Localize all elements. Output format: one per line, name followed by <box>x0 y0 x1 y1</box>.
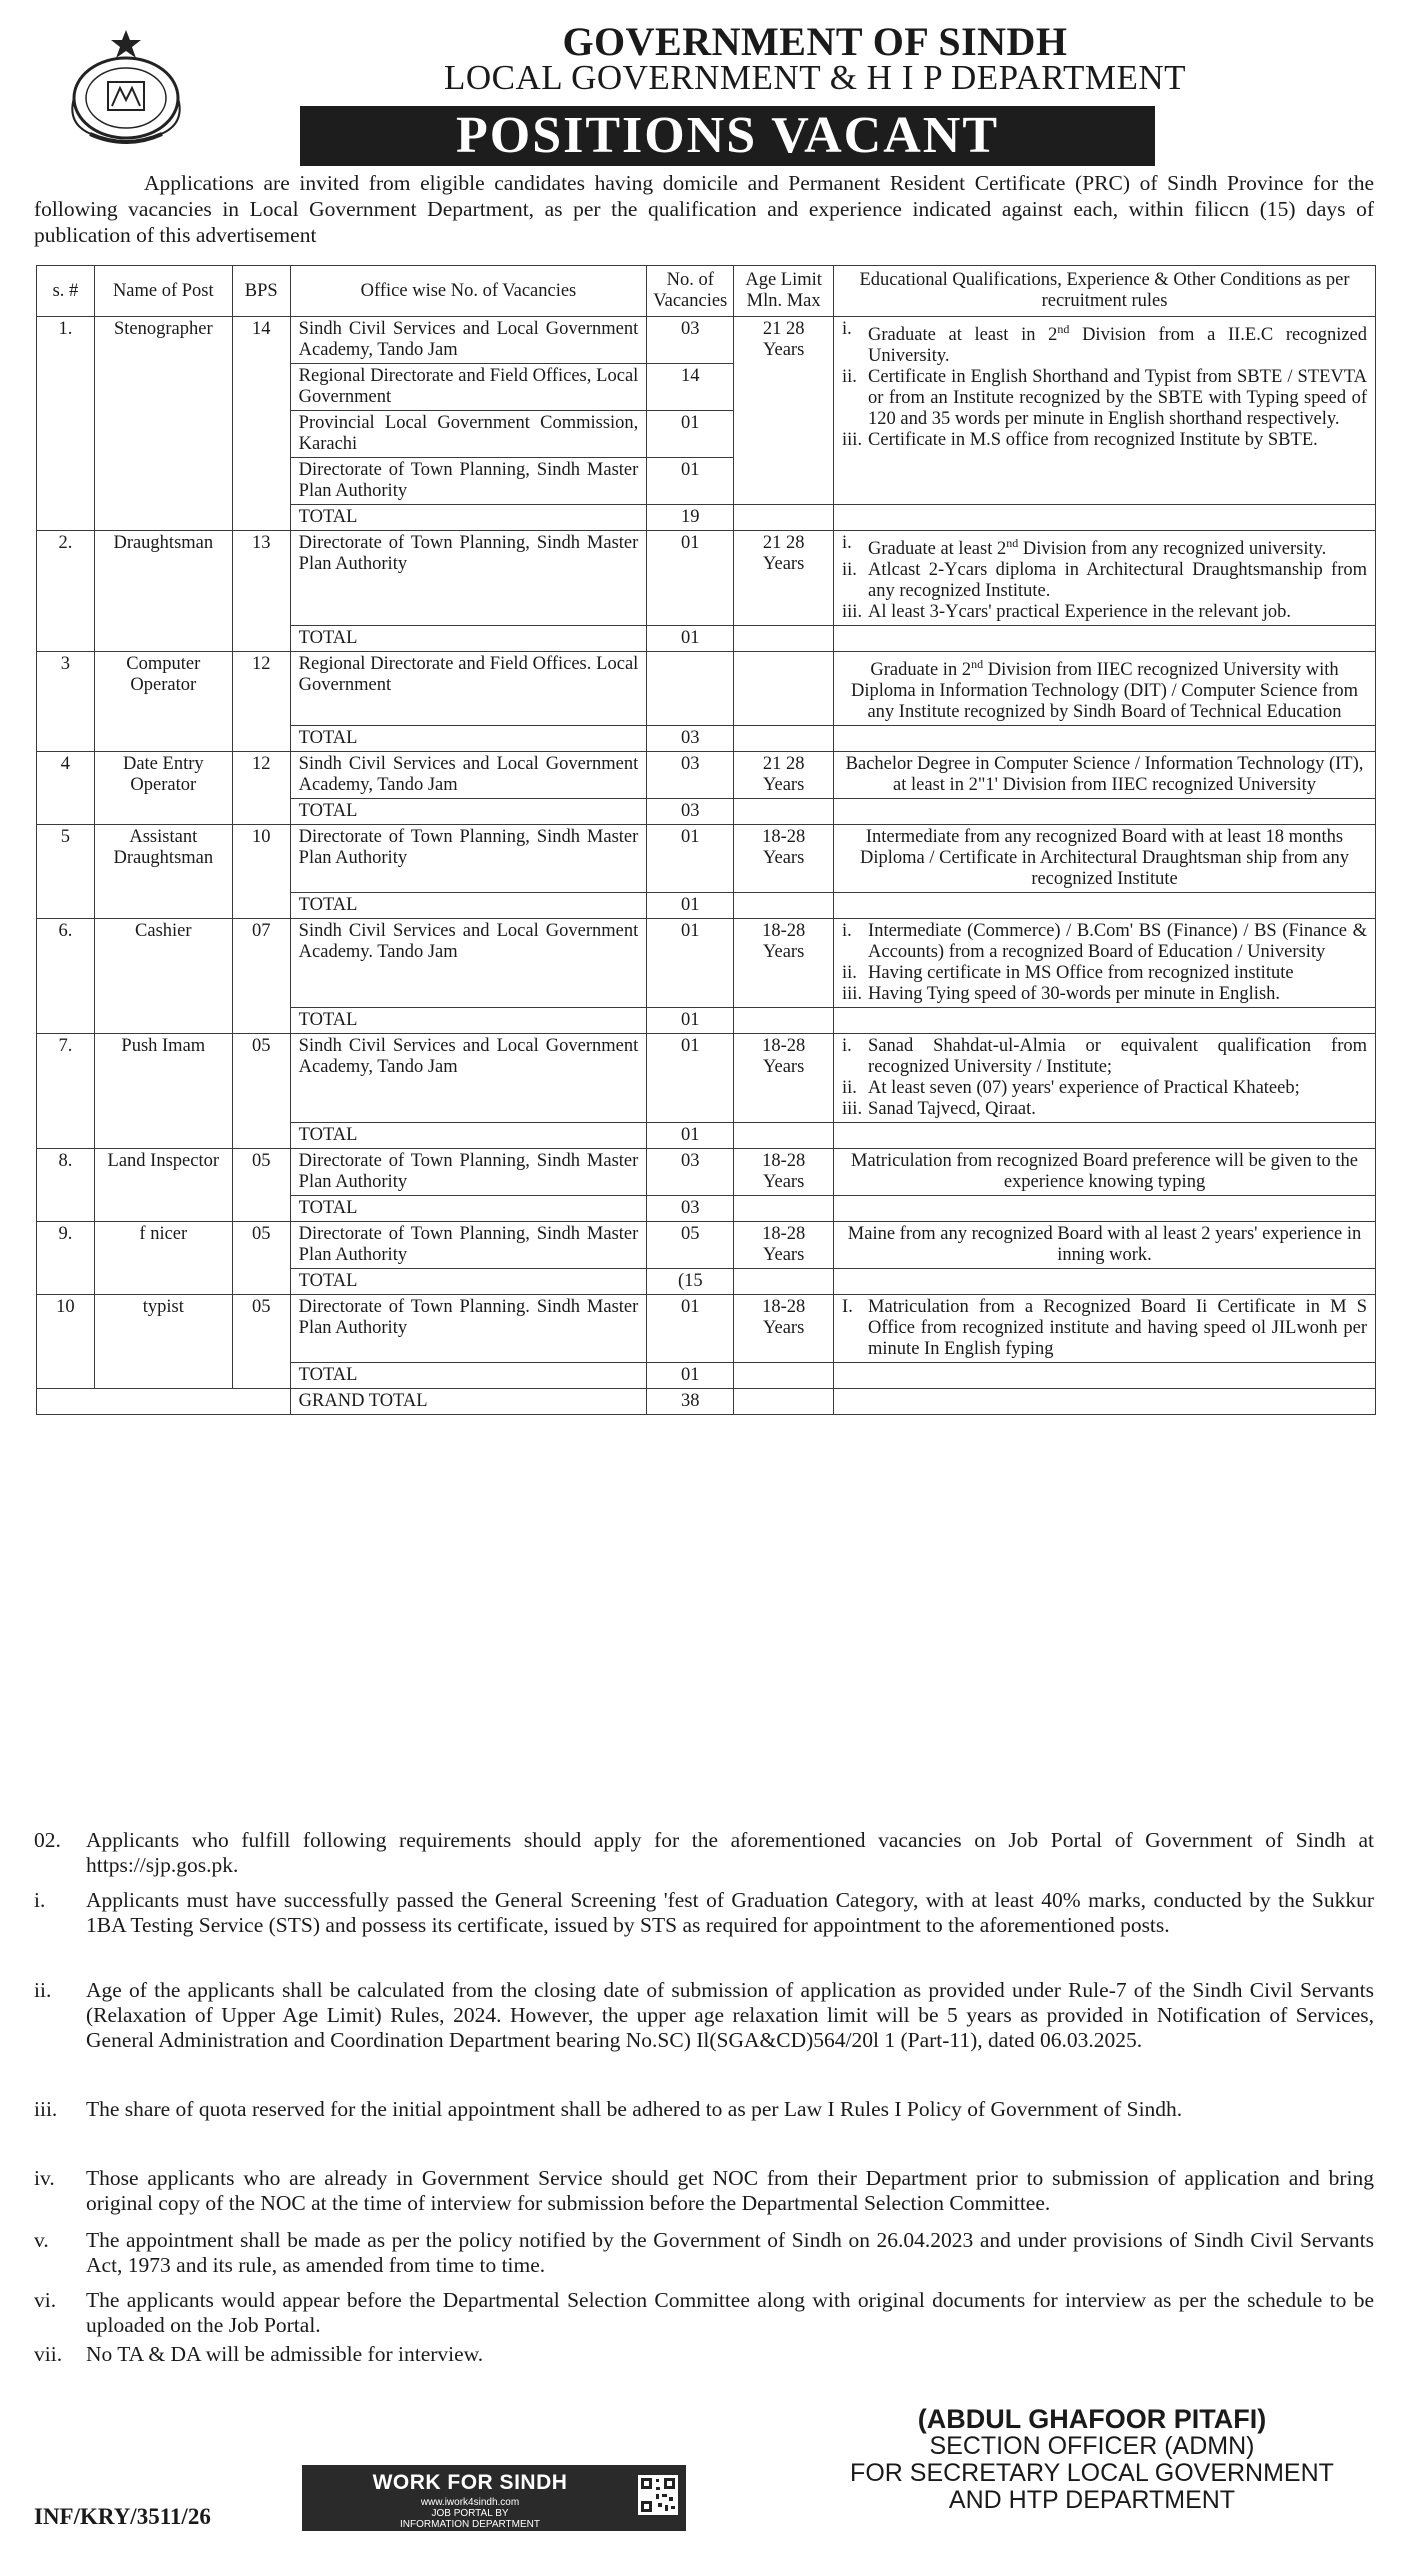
table-row <box>37 317 1376 364</box>
total-age-blank <box>734 1008 834 1034</box>
qualifications <box>834 1034 1376 1123</box>
table-row <box>37 1034 1376 1123</box>
grand-total-value: 38 <box>647 1389 734 1415</box>
condition-marker: ii. <box>34 1978 52 2002</box>
qualification-list <box>842 921 1367 1005</box>
table-row <box>37 919 1376 1008</box>
grand-total-age-blank <box>734 1389 834 1415</box>
total-qual-blank <box>834 1123 1376 1149</box>
qualification-text: Matriculation from a Recognized Board Ii Certificate in M S Office from recognized institute and having speed ol JILwonh per minute In English fyping <box>868 1297 1367 1360</box>
qualifications: Matriculation from recognized Board preference will be given to the experience knowing typing <box>834 1149 1376 1196</box>
office-vacancy-count: 05 <box>647 1222 734 1269</box>
total-value: 01 <box>647 1363 734 1389</box>
qualification-list <box>842 533 1367 623</box>
qualification-item <box>842 430 1367 451</box>
total-qual-blank <box>834 1269 1376 1295</box>
office-vacancy-count: 01 <box>647 531 734 626</box>
portal-url: www.iwork4sindh.com <box>420 2497 520 2508</box>
office-vacancy-count: 03 <box>647 752 734 799</box>
condition-item <box>34 1828 1374 1878</box>
office-vacancy-count: 01 <box>647 1034 734 1123</box>
total-value: 01 <box>647 1008 734 1034</box>
total-value: 19 <box>647 505 734 531</box>
qualification-marker: ii. <box>842 963 857 984</box>
office-name: Regional Directorate and Field Offices. Local Government <box>290 652 647 726</box>
table-row <box>37 1295 1376 1363</box>
total-qual-blank <box>834 626 1376 652</box>
office-name: Directorate of Town Planning, Sindh Master Plan Authority <box>290 458 647 505</box>
table-row <box>37 825 1376 893</box>
total-qual-blank <box>834 505 1376 531</box>
post-serial: 3 <box>37 652 95 752</box>
post-serial: 1. <box>37 317 95 531</box>
intro-paragraph: Applications are invited from eligible candidates having domicile and Permanent Resident Certificate (PRC) of Sindh Province for the following vacancies in Local Government Department, as per the qualification and experience indicated against each, within filiccn (15) days of publication of this advertisement <box>34 171 1374 247</box>
qualifications: Maine from any recognized Board with al least 2 years' experience in inning work. <box>834 1222 1376 1269</box>
col-header-sn: s. # <box>37 266 95 317</box>
age-limit: 18-28 Years <box>734 1034 834 1123</box>
total-qual-blank <box>834 1008 1376 1034</box>
post-name: Assistant Draughtsman <box>94 825 232 919</box>
qr-code-icon <box>638 2475 678 2515</box>
total-label: TOTAL <box>290 626 647 652</box>
qualifications: Graduate in 2nd Division from IIEC recognized University with Diploma in Information Technology (DIT) / Computer Science from any Institute recognized by Sindh Board of Technical Education <box>834 652 1376 726</box>
total-label: TOTAL <box>290 505 647 531</box>
col-header-post: Name of Post <box>94 266 232 317</box>
col-header-vacancies: No. of Vacancies <box>647 266 734 317</box>
post-bps: 14 <box>232 317 290 531</box>
total-label: TOTAL <box>290 1196 647 1222</box>
office-name: Provincial Local Government Commission, Karachi <box>290 411 647 458</box>
signatory-title: SECTION OFFICER (ADMN) <box>929 2432 1255 2460</box>
condition-text: No TA & DA will be admissible for interview. <box>86 2342 484 2366</box>
sindh-government-emblem <box>60 26 192 146</box>
post-serial: 7. <box>37 1034 95 1149</box>
total-qual-blank <box>834 799 1376 825</box>
office-name: Directorate of Town Planning. Sindh Master Plan Authority <box>290 1295 647 1363</box>
total-value: 03 <box>647 726 734 752</box>
qualification-list <box>842 1297 1367 1360</box>
qualification-text: Sanad Tajvecd, Qiraat. <box>868 1099 1036 1120</box>
post-name: Draughtsman <box>94 531 232 652</box>
signatory-name: (ABDUL GHAFOOR PITAFI) <box>917 2404 1267 2434</box>
condition-marker: i. <box>34 1888 46 1912</box>
age-limit: 18-28 Years <box>734 919 834 1008</box>
post-bps: 13 <box>232 531 290 652</box>
signatory-department: AND HTP DEPARTMENT <box>948 2486 1236 2514</box>
total-age-blank <box>734 626 834 652</box>
total-value: 01 <box>647 893 734 919</box>
post-name: Push Imam <box>94 1034 232 1149</box>
grand-total-row <box>37 1389 1376 1415</box>
qualification-item <box>842 1099 1367 1120</box>
post-name: Computer Operator <box>94 652 232 752</box>
total-age-blank <box>734 1196 834 1222</box>
qualification-marker: iii. <box>842 602 863 623</box>
grand-total-blank <box>37 1389 291 1415</box>
qualification-item <box>842 367 1367 430</box>
table-row <box>37 752 1376 799</box>
office-name: Directorate of Town Planning, Sindh Master Plan Authority <box>290 1222 647 1269</box>
office-vacancy-count: 01 <box>647 411 734 458</box>
age-limit: 21 28 Years <box>734 317 834 505</box>
total-label: TOTAL <box>290 1123 647 1149</box>
post-bps: 12 <box>232 652 290 752</box>
condition-marker: 02. <box>34 1828 61 1852</box>
reference-number: INF/KRY/3511/26 <box>34 2504 211 2529</box>
total-qual-blank <box>834 893 1376 919</box>
banner-text: POSITIONS VACANT <box>455 107 999 164</box>
office-name: Sindh Civil Services and Local Government Academy, Tando Jam <box>290 1034 647 1123</box>
total-qual-blank <box>834 726 1376 752</box>
condition-marker: v. <box>34 2228 49 2252</box>
qualification-marker: iii. <box>842 1099 863 1120</box>
condition-item <box>34 2288 1374 2338</box>
total-label: TOTAL <box>290 1008 647 1034</box>
post-serial: 10 <box>37 1295 95 1389</box>
qualification-list <box>842 319 1367 451</box>
condition-text: Age of the applicants shall be calculated from the closing date of submission of application as provided under Rule-7 of the Sindh Civil Servants (Relaxation of Upper Age Limit) Rules, 2024. However, the upper age relaxation limit will be 5 years as provided in Notification of Services, General Administration and Coordination Department bearing No.SC) Il(SGA&CD)564/20l 1 (Part-11), dated 06.03.2025. <box>86 1978 1374 2052</box>
grand-total-label: GRAND TOTAL <box>290 1389 647 1415</box>
total-age-blank <box>734 1269 834 1295</box>
post-name: Date Entry Operator <box>94 752 232 825</box>
condition-item <box>34 1888 1374 1938</box>
qualification-item <box>842 602 1367 623</box>
post-bps: 05 <box>232 1295 290 1389</box>
total-age-blank <box>734 1363 834 1389</box>
post-name: typist <box>94 1295 232 1389</box>
qualifications <box>834 317 1376 505</box>
qualification-item <box>842 1078 1367 1099</box>
qualification-marker: ii. <box>842 367 857 388</box>
office-vacancy-count: 03 <box>647 317 734 364</box>
total-label: TOTAL <box>290 893 647 919</box>
qualification-item <box>842 1297 1367 1360</box>
qualification-item <box>842 319 1367 367</box>
qualification-item <box>842 533 1367 560</box>
table-row <box>37 531 1376 626</box>
condition-text: Applicants must have successfully passed the General Screening 'fest of Graduation Category, with at least 40% marks, conducted by the Sukkur 1BA Testing Service (STS) and possess its certificate, issued by STS as required for appointment to the aforementioned posts. <box>86 1888 1374 1937</box>
qualification-marker: iii. <box>842 984 863 1005</box>
col-header-office: Office wise No. of Vacancies <box>290 266 647 317</box>
age-limit: 18-28 Years <box>734 1222 834 1269</box>
condition-marker: vi. <box>34 2288 57 2312</box>
qualification-text: Certificate in M.S office from recognized Institute by SBTE. <box>868 430 1318 451</box>
condition-marker: iii. <box>34 2097 58 2121</box>
office-name: Sindh Civil Services and Local Government Academy, Tando Jam <box>290 752 647 799</box>
post-serial: 9. <box>37 1222 95 1295</box>
condition-item <box>34 2228 1374 2278</box>
office-vacancy-count: 01 <box>647 1295 734 1363</box>
qualification-text: Al least 3-Ycars' practical Experience in the relevant job. <box>868 602 1292 623</box>
total-value: 03 <box>647 799 734 825</box>
total-qual-blank <box>834 1196 1376 1222</box>
post-serial: 2. <box>37 531 95 652</box>
total-label: TOTAL <box>290 1269 647 1295</box>
total-label: TOTAL <box>290 726 647 752</box>
office-name: Regional Directorate and Field Offices, Local Government <box>290 364 647 411</box>
grand-total-qual-blank <box>834 1389 1376 1415</box>
qualification-text: Having certificate in MS Office from recognized institute <box>868 963 1294 984</box>
portal-line-2: JOB PORTAL BY <box>431 2508 509 2519</box>
post-bps: 05 <box>232 1222 290 1295</box>
post-serial: 4 <box>37 752 95 825</box>
post-bps: 05 <box>232 1034 290 1149</box>
qualifications: Intermediate from any recognized Board with at least 18 months Diploma / Certificate in Architectural Draughtsman ship from any recognized Institute <box>834 825 1376 893</box>
age-limit: 18-28 Years <box>734 1149 834 1196</box>
qualification-item <box>842 984 1367 1005</box>
positions-vacant-banner <box>300 106 1155 166</box>
department-title: LOCAL GOVERNMENT & H I P DEPARTMENT <box>444 58 1186 97</box>
office-name: Sindh Civil Services and Local Government Academy, Tando Jam <box>290 317 647 364</box>
qualification-marker: i. <box>842 533 852 553</box>
age-limit: 21 28 Years <box>734 752 834 799</box>
government-title: GOVERNMENT OF SINDH <box>562 19 1068 64</box>
age-limit: 21 28 Years <box>734 531 834 626</box>
office-vacancy-count: 01 <box>647 458 734 505</box>
total-value: (15 <box>647 1269 734 1295</box>
table-row <box>37 1149 1376 1196</box>
condition-text: The applicants would appear before the Departmental Selection Committee along with original documents for interview as per the schedule to be uploaded on the Job Portal. <box>86 2288 1374 2337</box>
total-value: 01 <box>647 626 734 652</box>
post-name: f nicer <box>94 1222 232 1295</box>
qualification-text: Sanad Shahdat-ul-Almia or equivalent qualification from recognized University / Institute; <box>868 1036 1367 1078</box>
total-qual-blank <box>834 1363 1376 1389</box>
office-vacancy-count: 03 <box>647 1149 734 1196</box>
office-name: Directorate of Town Planning, Sindh Master Plan Authority <box>290 1149 647 1196</box>
total-age-blank <box>734 505 834 531</box>
age-limit: 18-28 Years <box>734 1295 834 1363</box>
office-vacancy-count: 01 <box>647 825 734 893</box>
post-serial: 5 <box>37 825 95 919</box>
post-bps: 05 <box>232 1149 290 1222</box>
qualifications <box>834 531 1376 626</box>
post-bps: 07 <box>232 919 290 1034</box>
condition-item <box>34 2342 1374 2367</box>
col-header-bps: BPS <box>232 266 290 317</box>
signatory-for: FOR SECRETARY LOCAL GOVERNMENT <box>850 2459 1334 2487</box>
post-name: Stenographer <box>94 317 232 531</box>
condition-marker: iv. <box>34 2166 55 2190</box>
post-bps: 10 <box>232 825 290 919</box>
total-age-blank <box>734 1123 834 1149</box>
total-age-blank <box>734 893 834 919</box>
qualification-text: Having Tying speed of 30-words per minute in English. <box>868 984 1281 1005</box>
total-age-blank <box>734 726 834 752</box>
qualification-list <box>842 1036 1367 1120</box>
qualification-marker: ii. <box>842 560 857 581</box>
condition-item <box>34 2097 1374 2122</box>
qualification-text: Intermediate (Commerce) / B.Com' BS (Finance) / BS (Finance & Accounts) from a recognized Board of Education / University <box>868 921 1367 963</box>
qualification-marker: iii. <box>842 430 863 451</box>
qualification-text: Certificate in English Shorthand and Typist from SBTE / STEVTA or from an Institute recognized by the SBTE with Typing speed of 120 and 35 words per minute in English shorthand respectively. <box>868 367 1367 430</box>
qualification-text: At least seven (07) years' experience of Practical Khateeb; <box>868 1078 1300 1099</box>
qualifications <box>834 919 1376 1008</box>
qualification-marker: i. <box>842 921 852 942</box>
portal-line-3: INFORMATION DEPARTMENT <box>400 2519 540 2530</box>
total-value: 03 <box>647 1196 734 1222</box>
qualifications: Bachelor Degree in Computer Science / Information Technology (IT), at least in 2"1' Division from IIEC recognized University <box>834 752 1376 799</box>
qualification-text: Atlcast 2-Ycars diploma in Architectural Draughtsmanship from any recognized Institute. <box>868 560 1367 602</box>
office-name: Directorate of Town Planning, Sindh Master Plan Authority <box>290 825 647 893</box>
condition-text: Those applicants who are already in Government Service should get NOC from their Department prior to submission of application and bring original copy of the NOC at the time of interview for submission before the Departmental Selection Committee. <box>86 2166 1374 2215</box>
condition-text: The appointment shall be made as per the policy notified by the Government of Sindh on 26.04.2023 and under provisions of Sindh Civil Servants Act, 1973 and its rule, as amended from time to time. <box>86 2228 1374 2277</box>
signature-block <box>812 2406 1372 2514</box>
condition-item <box>34 1978 1374 2053</box>
qualification-marker: ii. <box>842 1078 857 1099</box>
office-name: Directorate of Town Planning, Sindh Master Plan Authority <box>290 531 647 626</box>
table-row <box>37 652 1376 726</box>
qualification-marker: I. <box>842 1297 853 1318</box>
qualifications <box>834 1295 1376 1363</box>
portal-details <box>302 2497 638 2530</box>
post-name: Cashier <box>94 919 232 1034</box>
condition-text: Applicants who fulfill following requirements should apply for the aforementioned vacancies on Job Portal of Government of Sindh at https://sjp.gos.pk. <box>86 1828 1374 1877</box>
post-serial: 6. <box>37 919 95 1034</box>
post-serial: 8. <box>37 1149 95 1222</box>
office-name: Sindh Civil Services and Local Government Academy. Tando Jam <box>290 919 647 1008</box>
qualification-text: Graduate at least in 2nd Division from a II.E.C recognized University. <box>868 322 1368 367</box>
table-row <box>37 1222 1376 1269</box>
qualification-item <box>842 1036 1367 1078</box>
post-bps: 12 <box>232 752 290 825</box>
office-vacancy-count: 14 <box>647 364 734 411</box>
total-age-blank <box>734 799 834 825</box>
col-header-age: Age Limit Mln. Max <box>734 266 834 317</box>
qualification-marker: i. <box>842 1036 852 1057</box>
portal-title: WORK FOR SINDH <box>372 2471 568 2494</box>
job-portal-logo <box>302 2465 686 2531</box>
office-vacancy-count <box>647 652 734 726</box>
col-header-qualifications: Educational Qualifications, Experience & Other Conditions as per recruitment rules <box>834 266 1376 317</box>
age-limit <box>734 652 834 726</box>
total-label: TOTAL <box>290 1363 647 1389</box>
age-limit: 18-28 Years <box>734 825 834 893</box>
total-value: 01 <box>647 1123 734 1149</box>
condition-marker: vii. <box>34 2342 63 2366</box>
vacancies-table <box>36 265 1376 1415</box>
post-name: Land Inspector <box>94 1149 232 1222</box>
condition-text: The share of quota reserved for the initial appointment shall be adhered to as per Law I Rules I Policy of Government of Sindh. <box>86 2097 1183 2121</box>
qualification-item <box>842 963 1367 984</box>
qualification-marker: i. <box>842 319 852 339</box>
office-vacancy-count: 01 <box>647 919 734 1008</box>
condition-item <box>34 2166 1374 2216</box>
table-header-row <box>37 266 1376 317</box>
qualification-item <box>842 921 1367 963</box>
total-label: TOTAL <box>290 799 647 825</box>
qualification-item <box>842 560 1367 602</box>
qualification-text: Graduate at least 2nd Division from any recognized university. <box>868 536 1327 560</box>
